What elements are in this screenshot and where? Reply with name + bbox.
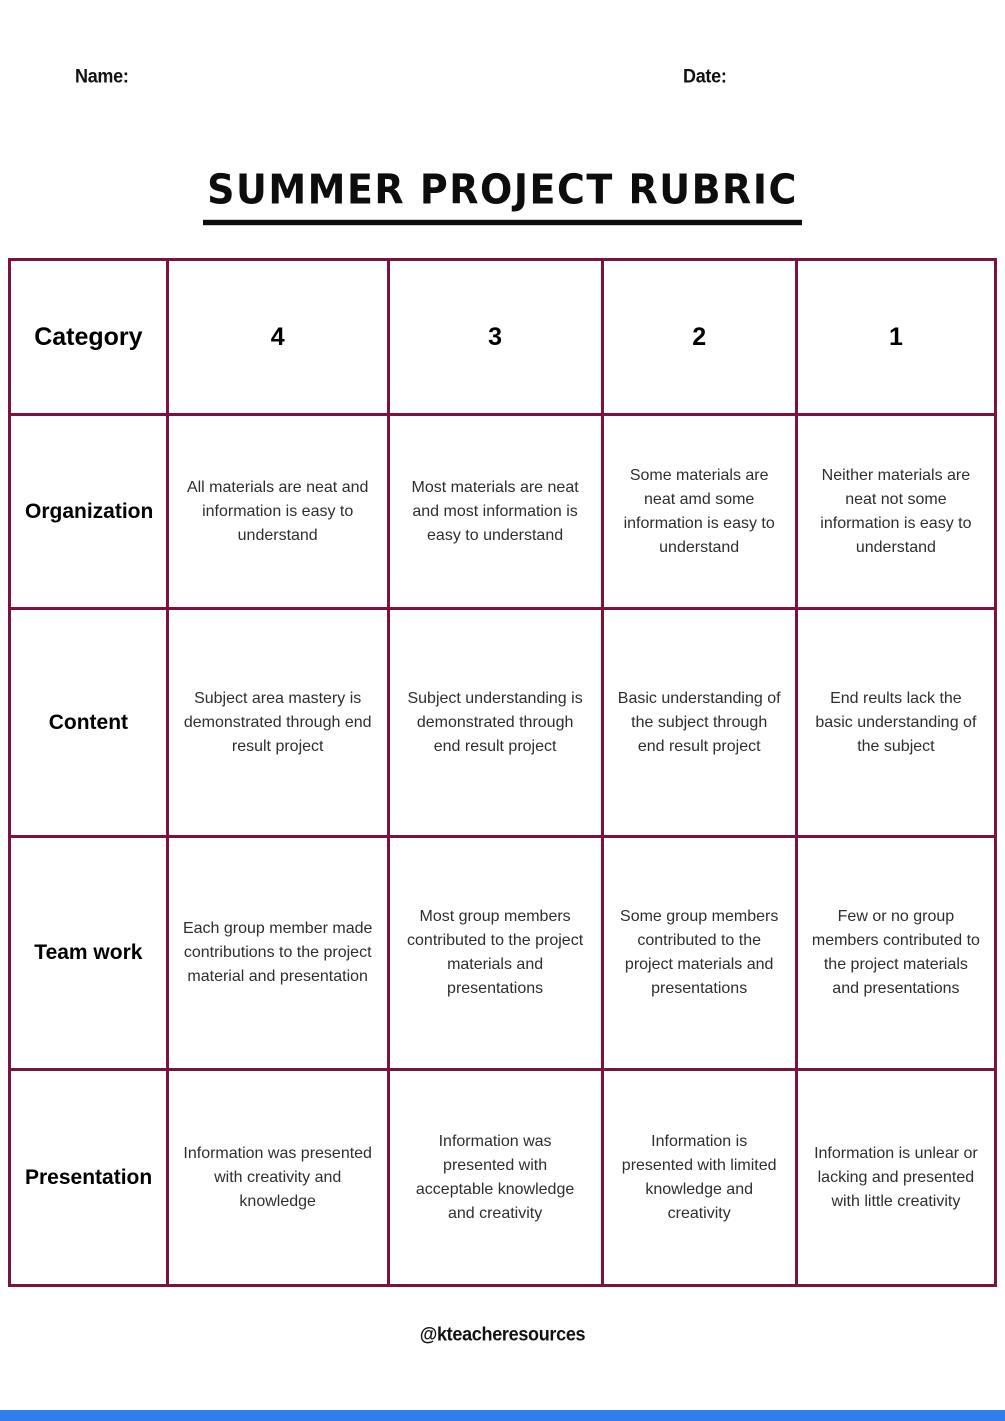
header-score-3: 3 — [388, 260, 602, 415]
table-row-teamwork — [10, 837, 996, 1070]
cell-content-3: Subject understanding is demonstrated through end result project — [388, 609, 602, 837]
cell-teamwork-1: Few or no group members contributed to the project materials and presentations — [796, 837, 995, 1070]
rubric-table — [8, 258, 997, 1287]
cell-organization-3: Most materials are neat and most information is easy to understand — [388, 415, 602, 609]
date-label: Date: — [683, 65, 727, 87]
cell-content-2: Basic understanding of the subject through end result project — [602, 609, 796, 837]
cell-content-4: Subject area mastery is demonstrated through end result project — [167, 609, 388, 837]
table-row-presentation — [10, 1070, 996, 1286]
header-score-2: 2 — [602, 260, 796, 415]
cell-organization-4: All materials are neat and information is easy to understand — [167, 415, 388, 609]
header-score-1: 1 — [796, 260, 995, 415]
cell-content-1: End reults lack the basic understanding of the subject — [796, 609, 995, 837]
category-label-organization: Organization — [10, 415, 168, 609]
cell-presentation-3: Information was presented with acceptable knowledge and creativity — [388, 1070, 602, 1286]
category-label-presentation: Presentation — [10, 1070, 168, 1286]
cell-presentation-1: Information is unlear or lacking and presented with little creativity — [796, 1070, 995, 1286]
table-header-row — [10, 260, 996, 415]
cell-presentation-2: Information is presented with limited knowledge and creativity — [602, 1070, 796, 1286]
cell-teamwork-2: Some group members contributed to the project materials and presentations — [602, 837, 796, 1070]
cell-organization-2: Some materials are neat amd some information is easy to understand — [602, 415, 796, 609]
header-score-4: 4 — [167, 260, 388, 415]
category-label-teamwork: Team work — [10, 837, 168, 1070]
bottom-accent-bar — [0, 1410, 1005, 1421]
page-title: SUMMER PROJECT RUBRIC — [203, 166, 802, 225]
header-category: Category — [10, 260, 168, 415]
table-row-organization — [10, 415, 996, 609]
cell-presentation-4: Information was presented with creativity and knowledge — [167, 1070, 388, 1286]
title-wrap — [0, 165, 1005, 223]
cell-teamwork-3: Most group members contributed to the project materials and presentations — [388, 837, 602, 1070]
cell-teamwork-4: Each group member made contributions to the project material and presentation — [167, 837, 388, 1070]
name-label: Name: — [75, 65, 129, 87]
cell-organization-1: Neither materials are neat not some information is easy to understand — [796, 415, 995, 609]
table-row-content — [10, 609, 996, 837]
category-label-content: Content — [10, 609, 168, 837]
footer-credit: @kteacheresources — [419, 1323, 586, 1345]
